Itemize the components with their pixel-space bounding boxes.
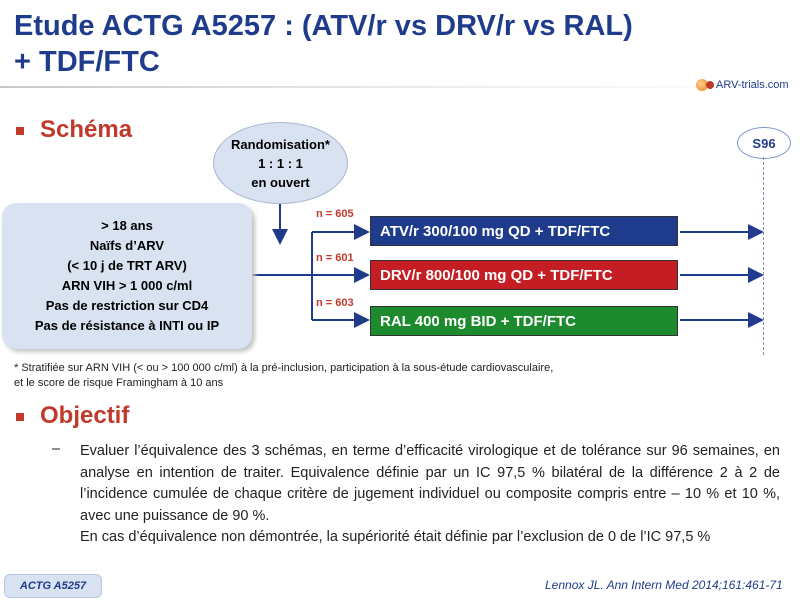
logo-text: ARV-trials.com (716, 79, 789, 91)
reference-citation: Lennox JL. Ann Intern Med 2014;161:461-71 (545, 578, 783, 592)
arm-ral: RAL 400 mg BID + TDF/FTC (370, 306, 678, 336)
objective-text (80, 441, 780, 549)
endpoint-s96: S96 (737, 127, 791, 159)
objective-paragraph-1: Evaluer l’équivalence des 3 schémas, en terme d’efficacité virologique et de tolérance sur 96 semaines, en analyse en intention de traiter. Equivalence définie par un IC 97,5 % bilatéral de la différence 2 à 2 de l’incidence cumulée de chaque critère de jugement individuel ou composite compris entre – 10 % et 10 %, avec une puissance de 90 %. (80, 443, 780, 524)
arm-atv: ATV/r 300/100 mg QD + TDF/FTC (370, 216, 678, 246)
criterion-naive: Naïfs d’ARV (89, 238, 165, 253)
randomisation-ellipse (213, 122, 348, 204)
endpoint-dashed-line (763, 157, 764, 355)
criterion-viral-load: ARN VIH > 1 000 c/ml (61, 278, 193, 293)
title-line-1: Etude ACTG A5257 : (ATV/r vs DRV/r vs RAL) (14, 10, 633, 42)
inclusion-criteria-box (2, 203, 252, 349)
criterion-age: > 18 ans (101, 218, 153, 233)
section-bullet-icon (16, 413, 24, 421)
section-heading-objectif: Objectif (40, 402, 130, 429)
randomisation-ratio: 1 : 1 : 1 (258, 155, 303, 171)
criterion-resistance: Pas de résistance à INTI ou IP (34, 318, 220, 333)
title-line-2: + TDF/FTC (14, 46, 160, 78)
arm-drv: DRV/r 800/100 mg QD + TDF/FTC (370, 260, 678, 290)
footnote-line-1: * Stratifiée sur ARN VIH (< ou > 100 000 c/ml) à la pré-inclusion, participation à la sous-étude cardiovasculaire, (14, 362, 554, 374)
stratification-footnote (14, 361, 674, 391)
randomisation-label: Randomisation* (231, 136, 330, 152)
criterion-cd4: Pas de restriction sur CD4 (45, 298, 209, 313)
objective-paragraph-2: En cas d’équivalence non démontrée, la supériorité était définie par l’exclusion de 0 de l’IC 97,5 % (80, 529, 711, 545)
footnote-line-2: et le score de risque Framingham à 10 ans (14, 377, 224, 389)
arm-2-count: n = 601 (316, 252, 354, 264)
arm-1-count: n = 605 (316, 208, 354, 220)
section-heading-schema: Schéma (40, 116, 133, 143)
criterion-treatment-days: (< 10 j de TRT ARV) (67, 258, 187, 273)
objective-dash: – (52, 441, 61, 457)
randomisation-design: en ouvert (251, 174, 310, 190)
arm-3-count: n = 603 (316, 297, 354, 309)
study-tag: ACTG A5257 (4, 574, 102, 598)
